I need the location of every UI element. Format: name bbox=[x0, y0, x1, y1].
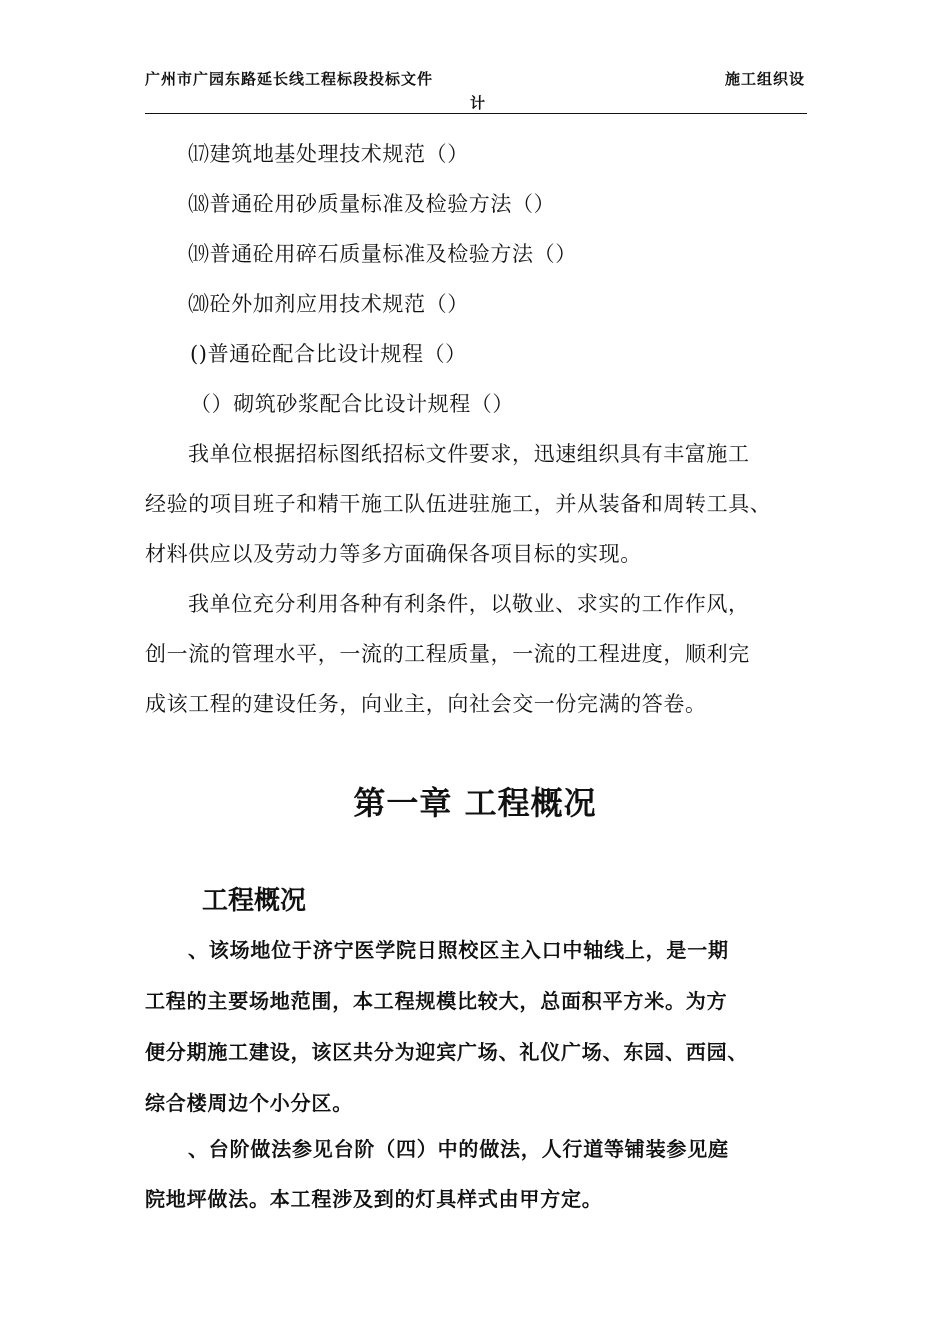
paragraph-line: 我单位充分利用各种有利条件，以敬业、求实的工作作风， bbox=[188, 592, 750, 616]
paragraph-line: 材料供应以及劳动力等多方面确保各项目标的实现。 bbox=[145, 542, 642, 566]
list-item: ⒅普通砼用砂质量标准及检验方法（） bbox=[188, 192, 556, 216]
chapter-title: 第一章 工程概况 bbox=[353, 784, 597, 822]
paragraph-line: 经验的项目班子和精干施工队伍进驻施工，并从装备和周转工具、 bbox=[145, 492, 772, 516]
body-line: 、该场地位于济宁医学院日照校区主入口中轴线上，是一期 bbox=[188, 938, 729, 962]
section-title: 工程概况 bbox=[202, 886, 307, 916]
list-item: （）砌筑砂浆配合比设计规程（） bbox=[190, 392, 514, 416]
body-line: 、台阶做法参见台阶（四）中的做法，人行道等铺装参见庭 bbox=[188, 1137, 729, 1161]
body-line: 工程的主要场地范围，本工程规模比较大，总面积平方米。为方 bbox=[145, 989, 728, 1013]
list-item: ⒆普通砼用碎石质量标准及检验方法（） bbox=[188, 242, 577, 266]
list-item: ⒄建筑地基处理技术规范（） bbox=[188, 142, 469, 166]
body-line: 综合楼周边个小分区。 bbox=[145, 1091, 353, 1115]
list-item: ⒇砼外加剂应用技术规范（） bbox=[188, 292, 469, 316]
list-item: ()普通砼配合比设计规程（） bbox=[190, 342, 467, 366]
header-divider bbox=[145, 113, 807, 114]
header-title-right: 施工组织设 bbox=[724, 70, 805, 88]
body-line: 便分期施工建设，该区共分为迎宾广场、礼仪广场、东园、西园、 bbox=[145, 1040, 749, 1064]
header-title-wrap: 计 bbox=[470, 94, 486, 112]
paragraph-line: 我单位根据招标图纸招标文件要求，迅速组织具有丰富施工 bbox=[188, 442, 750, 466]
body-line: 院地坪做法。本工程涉及到的灯具样式由甲方定。 bbox=[145, 1187, 603, 1211]
paragraph-line: 创一流的管理水平，一流的工程质量，一流的工程进度，顺利完 bbox=[145, 642, 750, 666]
paragraph-line: 成该工程的建设任务，向业主，向社会交一份完满的答卷。 bbox=[145, 692, 707, 716]
header-title-left: 广州市广园东路延长线工程标段投标文件 bbox=[145, 70, 434, 88]
